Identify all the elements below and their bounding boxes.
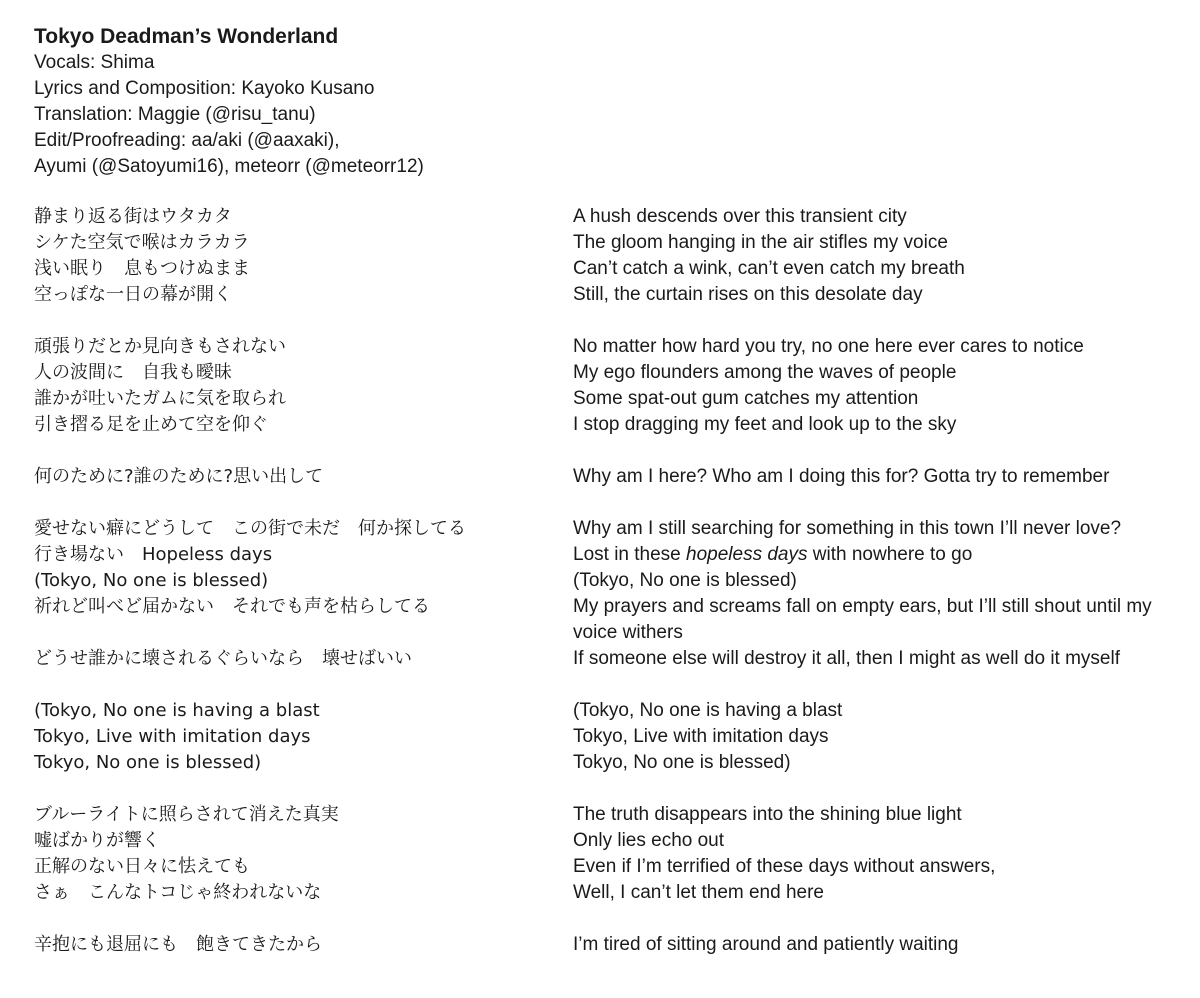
credit-translation: Translation: Maggie (@risu_tanu) <box>34 104 316 125</box>
japanese-lyric-line: どうせ誰かに壊されるぐらいなら 壊せばいい <box>34 648 412 669</box>
credit-edit-proofreading-cont: Ayumi (@Satoyumi16), meteorr (@meteorr12) <box>34 156 424 177</box>
english-stanza <box>573 334 1183 438</box>
english-lyric-line: Can’t catch a wink, can’t even catch my breath <box>573 258 965 279</box>
english-lyric-line: I’m tired of sitting around and patiently waiting <box>573 934 959 955</box>
japanese-lyric-line: 祈れど叫べど届かない それでも声を枯らしてる <box>34 596 430 617</box>
japanese-lyric-line: 辛抱にも退屈にも 飽きてきたから <box>34 934 322 955</box>
english-lyrics-column <box>573 204 1183 984</box>
english-lyric-line: The truth disappears into the shining blue light <box>573 804 962 825</box>
english-lyric-line: The gloom hanging in the air stifles my voice <box>573 232 948 253</box>
english-lyric-line: I stop dragging my feet and look up to the sky <box>573 414 957 435</box>
english-stanza <box>573 516 1183 672</box>
english-stanza <box>573 698 1183 776</box>
english-stanza <box>573 932 1183 958</box>
italic-phrase: hopeless days <box>686 544 808 565</box>
english-lyric-line: Tokyo, Live with imitation days <box>573 726 829 747</box>
japanese-stanza <box>34 932 554 958</box>
japanese-lyric-line: (Tokyo, No one is blessed) <box>34 570 269 591</box>
english-lyric-line: (Tokyo, No one is blessed) <box>573 570 797 591</box>
japanese-lyric-line: Tokyo, No one is blessed) <box>34 752 262 773</box>
japanese-lyric-line: 引き摺る足を止めて空を仰ぐ <box>34 414 268 435</box>
english-lyric-line: Why am I still searching for something in this town I’ll never love? <box>573 518 1122 539</box>
credit-vocals: Vocals: Shima <box>34 52 155 73</box>
english-lyric-line: Tokyo, No one is blessed) <box>573 752 791 773</box>
japanese-lyric-line: (Tokyo, No one is having a blast <box>34 700 320 721</box>
english-stanza <box>573 204 1183 308</box>
japanese-lyric-line: 行き場ない Hopeless days <box>34 544 273 565</box>
english-stanza <box>573 802 1183 906</box>
japanese-lyric-line: Tokyo, Live with imitation days <box>34 726 311 747</box>
japanese-lyric-line: 正解のない日々に怯えても <box>34 856 250 877</box>
japanese-stanza <box>34 516 554 672</box>
japanese-lyric-line: 何のために?誰のために?思い出して <box>34 466 324 487</box>
english-lyric-line: No matter how hard you try, no one here ever cares to notice <box>573 336 1084 357</box>
credit-lyrics-composition: Lyrics and Composition: Kayoko Kusano <box>34 78 375 99</box>
english-lyric-line: My ego flounders among the waves of people <box>573 362 957 383</box>
japanese-lyric-line: 頑張りだとか見向きもされない <box>34 336 286 357</box>
english-lyric-line: Well, I can’t let them end here <box>573 882 824 903</box>
japanese-stanza <box>34 802 554 906</box>
japanese-stanza <box>34 464 554 490</box>
english-lyric-line: Only lies echo out <box>573 830 725 851</box>
japanese-lyric-line: 誰かが吐いたガムに気を取られ <box>34 388 286 409</box>
english-stanza <box>573 464 1183 490</box>
japanese-lyric-line: さぁ こんなトコじゃ終われないな <box>34 882 322 903</box>
japanese-stanza <box>34 334 554 438</box>
japanese-lyric-line: 嘘ばかりが響く <box>34 830 160 851</box>
japanese-lyric-line <box>34 620 554 646</box>
japanese-lyric-line: 浅い眠り 息もつけぬまま <box>34 258 250 279</box>
english-lyric-line: A hush descends over this transient city <box>573 206 907 227</box>
japanese-lyric-line: ブルーライトに照らされて消えた真実 <box>34 804 339 825</box>
japanese-stanza <box>34 698 554 776</box>
song-title: Tokyo Deadman’s Wonderland <box>34 25 339 48</box>
japanese-lyric-line: 人の波間に 自我も曖昧 <box>34 362 232 383</box>
english-lyric-line: (Tokyo, No one is having a blast <box>573 700 843 721</box>
japanese-lyrics-column <box>34 204 554 984</box>
credit-edit-proofreading: Edit/Proofreading: aa/aki (@aaxaki), <box>34 130 340 151</box>
japanese-lyric-line: シケた空気で喉はカラカラ <box>34 232 250 253</box>
english-lyric-line: My prayers and screams fall on empty ears, but I’ll still shout until my voice withers <box>573 596 1157 643</box>
english-lyric-line: If someone else will destroy it all, then I might as well do it myself <box>573 648 1121 669</box>
japanese-lyric-line: 空っぽな一日の幕が開く <box>34 284 232 305</box>
song-header <box>34 24 734 180</box>
english-lyric-line: Lost in these hopeless days with nowhere to go <box>573 544 973 565</box>
japanese-lyric-line: 静まり返る街はウタカタ <box>34 206 232 227</box>
japanese-stanza <box>34 204 554 308</box>
japanese-lyric-line: 愛せない癖にどうして この街で未だ 何か探してる <box>34 518 466 539</box>
english-lyric-line: Why am I here? Who am I doing this for? Gotta try to remember <box>573 466 1110 487</box>
english-lyric-line: Even if I’m terrified of these days without answers, <box>573 856 996 877</box>
english-lyric-line: Still, the curtain rises on this desolate day <box>573 284 923 305</box>
english-lyric-line: Some spat-out gum catches my attention <box>573 388 919 409</box>
